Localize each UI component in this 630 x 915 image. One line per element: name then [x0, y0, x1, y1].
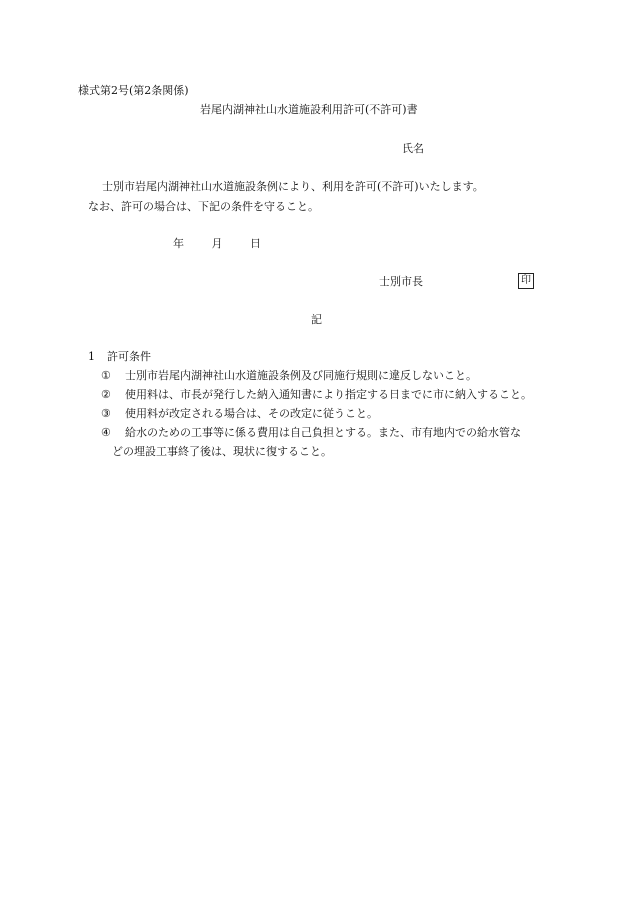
conditions-number: 1: [88, 350, 95, 363]
date-year-label: 年: [173, 237, 184, 250]
condition-mark: ④: [101, 426, 111, 439]
body-text-line-1: 士別市岩尾内湖神社山水道施設条例により、利用を許可(不許可)いたします。: [102, 180, 484, 193]
condition-mark: ③: [101, 407, 111, 420]
condition-item: [101, 407, 378, 421]
body-text-line-2: なお、許可の場合は、下記の条件を守ること。: [88, 200, 319, 213]
condition-item: [101, 426, 521, 440]
condition-mark: ②: [101, 388, 111, 401]
conditions-heading: [88, 350, 151, 364]
conditions-heading-text: 許可条件: [107, 350, 151, 363]
condition-item-continuation: どの埋設工事終了後は、現状に復すること。: [112, 445, 332, 458]
date-month-label: 月: [211, 237, 223, 250]
condition-mark: ①: [101, 369, 111, 382]
condition-text: 給水のための工事等に係る費用は自己負担とする。また、市有地内での給水管な: [125, 426, 521, 439]
form-number: 様式第2号(第2条関係): [78, 84, 189, 97]
condition-text: 士別市岩尾内湖神社山水道施設条例及び同施行規則に違反しないこと。: [125, 369, 477, 382]
condition-text: 使用料は、市長が発行した納入通知書により指定する日までに市に納入すること。: [125, 388, 532, 401]
document-title: 岩尾内湖神社山水道施設利用許可(不許可)書: [200, 103, 418, 116]
condition-item: [101, 369, 477, 383]
mayor-label: 士別市長: [379, 275, 423, 288]
name-label: 氏名: [402, 142, 424, 155]
seal-stamp: 印: [518, 273, 534, 289]
ki-heading: 記: [311, 313, 322, 326]
condition-text: 使用料が改定される場合は、その改定に従うこと。: [125, 407, 378, 420]
date-row: [173, 237, 261, 251]
condition-item: [101, 388, 532, 402]
date-day-label: 日: [250, 237, 261, 250]
